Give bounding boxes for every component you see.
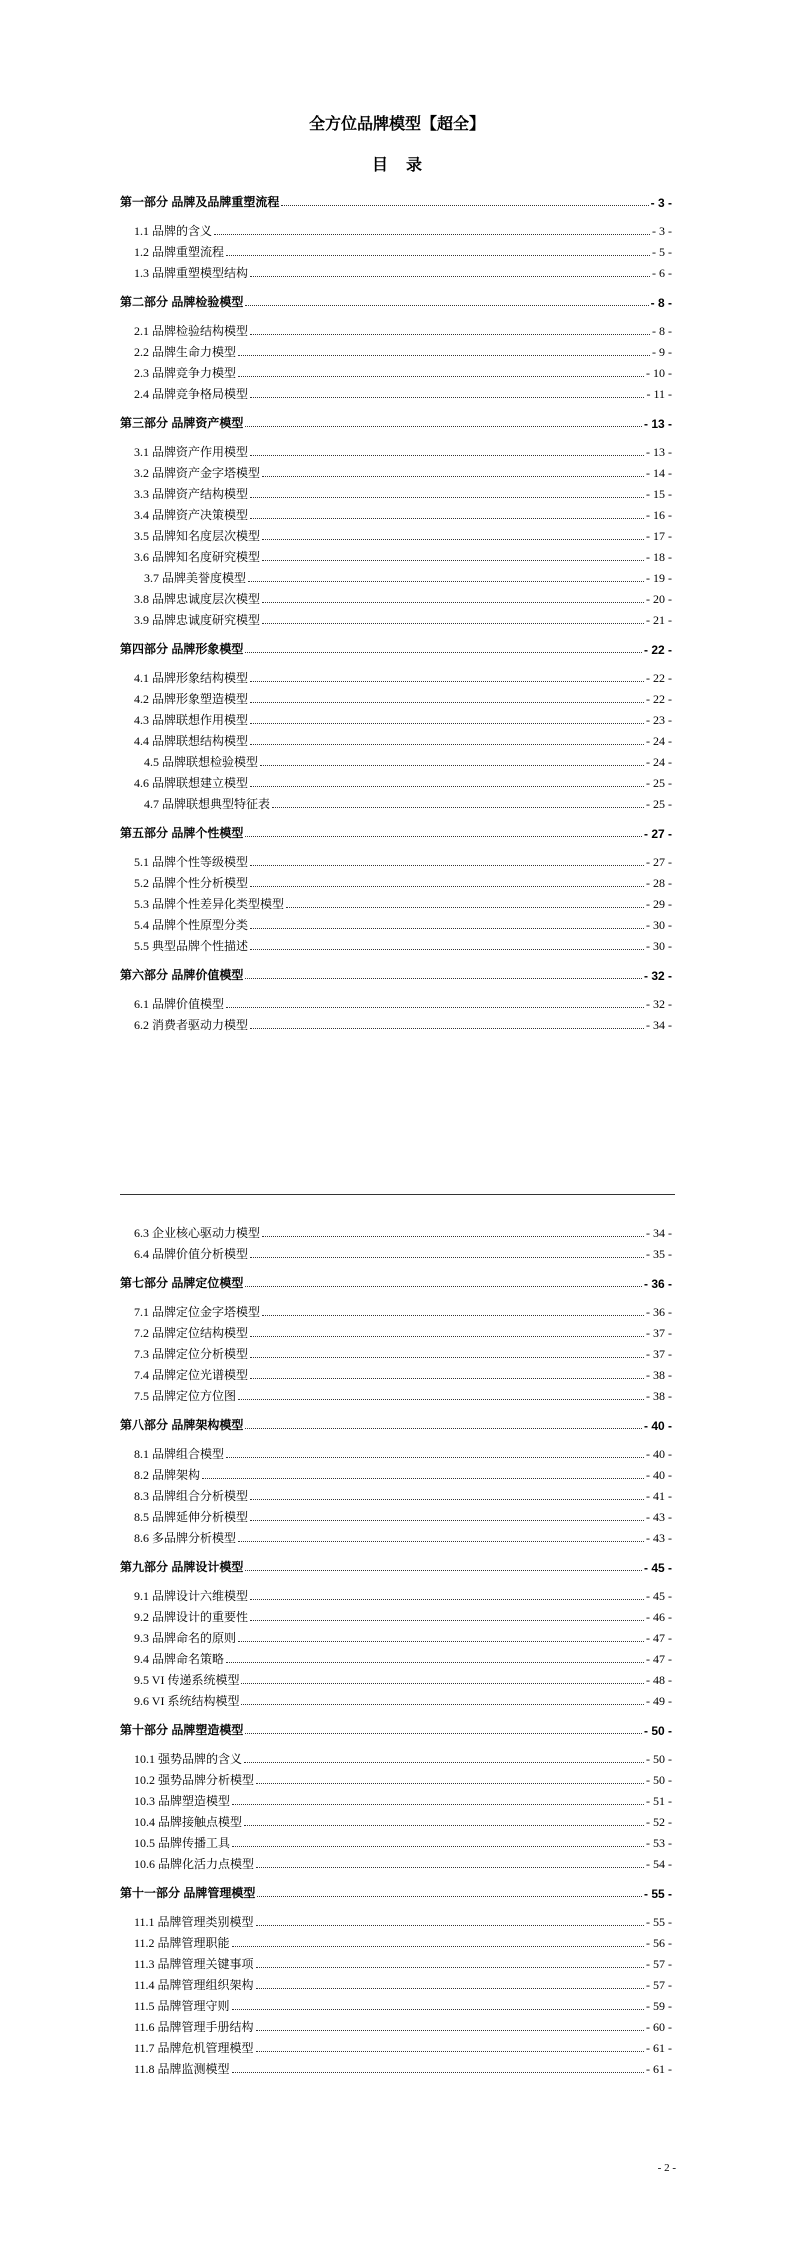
toc-entry-label: 6.4 品牌价值分析模型 (134, 1247, 249, 1261)
toc-entry-label: 第七部分 品牌定位模型 (120, 1276, 244, 1290)
toc-entry-page: - 60 - (646, 2020, 672, 2034)
toc-entry-page: - 29 - (646, 897, 672, 911)
toc-entry-label: 1.3 品牌重塑模型结构 (134, 266, 249, 280)
dot-leader (256, 1966, 644, 1968)
toc-entry-page: - 19 - (646, 571, 672, 585)
toc-entry-label: 3.5 品牌知名度层次模型 (134, 529, 261, 543)
toc-section-entry[interactable] (120, 1342, 672, 1362)
dot-leader (250, 275, 650, 277)
toc-section-entry[interactable] (120, 608, 672, 628)
toc-entry-label: 6.1 品牌价值模型 (134, 997, 225, 1011)
dot-leader (262, 475, 644, 477)
toc-entry-label: 4.3 品牌联想作用模型 (134, 713, 249, 727)
document-title: 全方位品牌模型【超全】 (308, 116, 485, 133)
dot-leader (262, 622, 644, 624)
dot-leader (262, 538, 644, 540)
toc-entry-page: - 37 - (646, 1326, 672, 1340)
dot-leader (238, 375, 644, 377)
dot-leader (226, 254, 650, 256)
toc-section-entry[interactable] (120, 1584, 672, 1604)
toc-entry-label: 3.9 品牌忠诚度研究模型 (134, 613, 261, 627)
toc-entry-page: - 18 - (646, 550, 672, 564)
toc-entry-page: - 22 - (646, 671, 672, 685)
dot-leader (286, 906, 644, 908)
toc-entry-page: - 45 - (646, 1589, 672, 1603)
toc-entry-page: - 51 - (646, 1794, 672, 1808)
toc-entry-page: - 22 - (643, 643, 672, 657)
toc-entry-page: - 15 - (646, 487, 672, 501)
toc-part-entry[interactable] (120, 821, 672, 841)
toc-entry-label: 4.1 品牌形象结构模型 (134, 671, 249, 685)
toc-entry-page: - 54 - (646, 1857, 672, 1871)
dot-leader (245, 1427, 642, 1429)
dot-leader (245, 1732, 642, 1734)
toc-section-entry[interactable] (120, 913, 672, 933)
toc-section-entry[interactable] (120, 1442, 672, 1462)
toc-entry-label: 第九部分 品牌设计模型 (120, 1560, 244, 1574)
dot-leader (248, 580, 644, 582)
toc-entry-label: 9.5 VI 传递系统模型 (134, 1673, 240, 1687)
dot-leader (245, 651, 642, 653)
dot-leader (245, 835, 642, 837)
toc-entry-label: 9.2 品牌设计的重要性 (134, 1610, 249, 1624)
toc-section-entry[interactable] (120, 1852, 672, 1872)
dot-leader (250, 1377, 644, 1379)
toc-part-entry[interactable] (120, 190, 672, 210)
toc-entry-page: - 46 - (646, 1610, 672, 1624)
toc-entry-page: - 8 - (652, 324, 672, 338)
toc-entry-page: - 21 - (646, 613, 672, 627)
toc-section-entry[interactable] (120, 1484, 672, 1504)
dot-leader (262, 1314, 644, 1316)
toc-heading: 目录 (371, 157, 440, 174)
toc-part-entry[interactable] (120, 290, 672, 310)
toc-section-entry[interactable] (120, 566, 672, 586)
toc-entry-label: 4.6 品牌联想建立模型 (134, 776, 249, 790)
toc-entry-label: 2.1 品牌检验结构模型 (134, 324, 249, 338)
toc-section-entry[interactable] (120, 261, 672, 281)
dot-leader (238, 1540, 644, 1542)
toc-section-entry[interactable] (120, 1013, 672, 1033)
toc-entry-page: - 43 - (646, 1531, 672, 1545)
toc-entry-label: 第五部分 品牌个性模型 (120, 826, 244, 840)
toc-entry-page: - 35 - (646, 1247, 672, 1261)
toc-section-entry[interactable] (120, 992, 672, 1012)
toc-entry-page: - 24 - (646, 734, 672, 748)
dot-leader (256, 1924, 644, 1926)
dot-leader (250, 1498, 644, 1500)
toc-section-entry[interactable] (120, 1221, 672, 1241)
toc-section-entry[interactable] (120, 892, 672, 912)
toc-entry-label: 5.3 品牌个性差异化类型模型 (134, 897, 285, 911)
dot-leader (250, 948, 644, 950)
dot-leader (262, 1235, 644, 1237)
toc-entry-page: - 8 - (650, 296, 672, 310)
toc-section-entry[interactable] (120, 1789, 672, 1809)
toc-entry-page: - 56 - (646, 1936, 672, 1950)
toc-section-entry[interactable] (120, 2036, 672, 2056)
dot-leader (214, 233, 650, 235)
dot-leader (262, 601, 644, 603)
toc-section-entry[interactable] (120, 792, 672, 812)
dot-leader (250, 1256, 644, 1258)
dot-leader (250, 1598, 644, 1600)
toc-section-entry[interactable] (120, 1831, 672, 1851)
toc-entry-label: 11.5 品牌管理守则 (134, 1999, 230, 2013)
dot-leader (256, 1866, 644, 1868)
toc-entry-page: - 34 - (646, 1018, 672, 1032)
page-number: - 2 - (657, 2162, 676, 2174)
toc-entry-label: 10.6 品牌化活力点模型 (134, 1857, 255, 1871)
toc-section-entry[interactable] (120, 1952, 672, 1972)
toc-entry-page: - 23 - (646, 713, 672, 727)
toc-entry-page: - 61 - (646, 2041, 672, 2055)
toc-section-entry[interactable] (120, 482, 672, 502)
toc-entry-page: - 40 - (643, 1419, 672, 1433)
toc-section-entry[interactable] (120, 666, 672, 686)
toc-entry-label: 5.5 典型品牌个性描述 (134, 939, 249, 953)
dot-leader (256, 2050, 644, 2052)
toc-section-entry[interactable] (120, 503, 672, 523)
dot-leader (250, 885, 644, 887)
toc-section-entry[interactable] (120, 382, 672, 402)
dot-leader (257, 1895, 642, 1897)
toc-entry-page: - 47 - (646, 1631, 672, 1645)
toc-entry-page: - 34 - (646, 1226, 672, 1240)
toc-entry-page: - 28 - (646, 876, 672, 890)
dot-leader (238, 1640, 644, 1642)
dot-leader (226, 1661, 644, 1663)
toc-section-entry[interactable] (120, 1463, 672, 1483)
toc-entry-label: 7.5 品牌定位方位图 (134, 1389, 237, 1403)
toc-entry-page: - 3 - (650, 196, 672, 210)
toc-section-entry[interactable] (120, 1668, 672, 1688)
toc-entry-page: - 38 - (646, 1368, 672, 1382)
toc-entry-label: 10.5 品牌传播工具 (134, 1836, 231, 1850)
dot-leader (226, 1006, 644, 1008)
toc-entry-page: - 36 - (643, 1277, 672, 1291)
toc-entry-page: - 25 - (646, 797, 672, 811)
toc-section-entry[interactable] (120, 850, 672, 870)
dot-leader (250, 1619, 644, 1621)
toc-entry-label: 6.3 企业核心驱动力模型 (134, 1226, 261, 1240)
dot-leader (250, 722, 644, 724)
toc-entry-page: - 14 - (646, 466, 672, 480)
toc-entry-label: 11.4 品牌管理组织架构 (134, 1978, 254, 1992)
dot-leader (250, 1356, 644, 1358)
toc-entry-label: 第二部分 品牌检验模型 (120, 295, 244, 309)
dot-leader (281, 204, 648, 206)
toc-entry-label: 11.7 品牌危机管理模型 (134, 2041, 254, 2055)
toc-entry-label: 11.8 品牌监测模型 (134, 2062, 230, 2076)
toc-entry-page: - 32 - (643, 969, 672, 983)
toc-section-entry[interactable] (120, 1505, 672, 1525)
toc-entry-label: 1.1 品牌的含义 (134, 224, 213, 238)
toc-section-entry[interactable] (120, 361, 672, 381)
toc-entry-label: 6.2 消费者驱动力模型 (134, 1018, 249, 1032)
dot-leader (245, 425, 642, 427)
toc-entry-page: - 57 - (646, 1957, 672, 1971)
dot-leader (250, 1027, 644, 1029)
dot-leader (245, 977, 642, 979)
toc-entry-label: 第八部分 品牌架构模型 (120, 1418, 244, 1432)
toc-section-entry[interactable] (120, 771, 672, 791)
toc-entry-page: - 30 - (646, 939, 672, 953)
toc-entry-page: - 53 - (646, 1836, 672, 1850)
toc-section-entry[interactable] (120, 1768, 672, 1788)
toc-entry-page: - 32 - (646, 997, 672, 1011)
toc-entry-page: - 40 - (646, 1468, 672, 1482)
toc-section-entry[interactable] (120, 461, 672, 481)
toc-part-entry[interactable] (120, 411, 672, 431)
dot-leader (250, 1335, 644, 1337)
dot-leader (250, 396, 644, 398)
toc-entry-label: 8.5 品牌延伸分析模型 (134, 1510, 249, 1524)
dot-leader (245, 304, 648, 306)
toc-section-entry[interactable] (120, 545, 672, 565)
toc-entry-page: - 20 - (646, 592, 672, 606)
toc-entry-page: - 16 - (646, 508, 672, 522)
dot-leader (244, 1761, 644, 1763)
toc-entry-page: - 47 - (646, 1652, 672, 1666)
dot-leader (238, 354, 650, 356)
toc-entry-page: - 27 - (643, 827, 672, 841)
toc-entry-page: - 55 - (643, 1887, 672, 1901)
dot-leader (250, 743, 644, 745)
toc-entry-label: 第三部分 品牌资产模型 (120, 416, 244, 430)
toc-section-entry[interactable] (120, 1605, 672, 1625)
toc-entry-label: 8.6 多品牌分析模型 (134, 1531, 237, 1545)
toc-entry-page: - 27 - (646, 855, 672, 869)
toc-entry-page: - 43 - (646, 1510, 672, 1524)
dot-leader (245, 1569, 642, 1571)
dot-leader (256, 1782, 644, 1784)
toc-part-entry[interactable] (120, 1881, 672, 1901)
toc-entry-page: - 5 - (652, 245, 672, 259)
toc-section-entry[interactable] (120, 1626, 672, 1646)
toc-entry-page: - 41 - (646, 1489, 672, 1503)
toc-section-entry[interactable] (120, 524, 672, 544)
toc-entry-page: - 52 - (646, 1815, 672, 1829)
toc-entry-label: 11.6 品牌管理手册结构 (134, 2020, 254, 2034)
toc-section-entry[interactable] (120, 750, 672, 770)
toc-entry-label: 5.2 品牌个性分析模型 (134, 876, 249, 890)
dot-leader (232, 2071, 644, 2073)
toc-entry-label: 5.4 品牌个性原型分类 (134, 918, 249, 932)
toc-section-entry[interactable] (120, 219, 672, 239)
toc-section-entry[interactable] (120, 708, 672, 728)
toc-section-entry[interactable] (120, 240, 672, 260)
toc-section-entry[interactable] (120, 1910, 672, 1930)
dot-leader (250, 701, 644, 703)
toc-entry-label: 9.6 VI 系统结构模型 (134, 1694, 240, 1708)
toc-entry-page: - 37 - (646, 1347, 672, 1361)
toc-entry-label: 7.4 品牌定位光谱模型 (134, 1368, 249, 1382)
toc-entry-label: 11.2 品牌管理职能 (134, 1936, 230, 1950)
toc-section-entry[interactable] (120, 1994, 672, 2014)
toc-part-entry[interactable] (120, 1413, 672, 1433)
toc-entry-label: 10.3 品牌塑造模型 (134, 1794, 231, 1808)
dot-leader (226, 1456, 644, 1458)
toc-entry-label: 4.5 品牌联想检验模型 (144, 755, 259, 769)
toc-entry-label: 11.1 品牌管理类别模型 (134, 1915, 254, 1929)
toc-entry-label: 第六部分 品牌价值模型 (120, 968, 244, 982)
toc-entry-page: - 9 - (652, 345, 672, 359)
toc-entry-label: 2.2 品牌生命力模型 (134, 345, 237, 359)
toc-entry-label: 10.2 强势品牌分析模型 (134, 1773, 255, 1787)
toc-entry-label: 10.1 强势品牌的含义 (134, 1752, 243, 1766)
toc-section-entry[interactable] (120, 2015, 672, 2035)
toc-section-entry[interactable] (120, 440, 672, 460)
toc-entry-label: 11.3 品牌管理关键事项 (134, 1957, 254, 1971)
dot-leader (232, 2008, 644, 2010)
toc-section-entry[interactable] (120, 2057, 672, 2077)
toc-section-entry[interactable] (120, 1747, 672, 1767)
toc-entry-label: 4.4 品牌联想结构模型 (134, 734, 249, 748)
dot-leader (262, 559, 644, 561)
toc-section-entry[interactable] (120, 1689, 672, 1709)
toc-entry-label: 3.8 品牌忠诚度层次模型 (134, 592, 261, 606)
toc-entry-label: 3.4 品牌资产决策模型 (134, 508, 249, 522)
dot-leader (250, 785, 644, 787)
toc-section-entry[interactable] (120, 319, 672, 339)
toc-section-entry[interactable] (120, 1810, 672, 1830)
toc-entry-page: - 13 - (646, 445, 672, 459)
toc-entry-label: 9.1 品牌设计六维模型 (134, 1589, 249, 1603)
dot-leader (250, 454, 644, 456)
toc-entry-page: - 6 - (652, 266, 672, 280)
toc-entry-label: 7.1 品牌定位金字塔模型 (134, 1305, 261, 1319)
toc-entry-label: 2.3 品牌竞争力模型 (134, 366, 237, 380)
dot-leader (250, 927, 644, 929)
dot-leader (202, 1477, 644, 1479)
dot-leader (250, 864, 644, 866)
toc-entry-label: 9.3 品牌命名的原则 (134, 1631, 237, 1645)
dot-leader (241, 1703, 644, 1705)
toc-entry-label: 第十部分 品牌塑造模型 (120, 1723, 244, 1737)
toc-part-entry[interactable] (120, 963, 672, 983)
toc-entry-label: 3.6 品牌知名度研究模型 (134, 550, 261, 564)
dot-leader (241, 1682, 644, 1684)
toc-entry-page: - 11 - (646, 387, 672, 401)
toc-entry-label: 3.7 品牌美誉度模型 (144, 571, 247, 585)
toc-entry-label: 1.2 品牌重塑流程 (134, 245, 225, 259)
toc-entry-label: 3.3 品牌资产结构模型 (134, 487, 249, 501)
dot-leader (244, 1824, 644, 1826)
toc-section-entry[interactable] (120, 1647, 672, 1667)
toc-entry-page: - 49 - (646, 1694, 672, 1708)
toc-entry-label: 9.4 品牌命名策略 (134, 1652, 225, 1666)
toc-entry-label: 第十一部分 品牌管理模型 (120, 1886, 256, 1900)
toc-section-entry[interactable] (120, 1384, 672, 1404)
dot-leader (250, 496, 644, 498)
toc-entry-page: - 50 - (646, 1773, 672, 1787)
toc-section-entry[interactable] (120, 340, 672, 360)
dot-leader (232, 1945, 644, 1947)
toc-section-entry[interactable] (120, 1242, 672, 1262)
toc-entry-page: - 50 - (646, 1752, 672, 1766)
toc-entry-page: - 38 - (646, 1389, 672, 1403)
toc-entry-page: - 55 - (646, 1915, 672, 1929)
toc-entry-page: - 3 - (652, 224, 672, 238)
toc-entry-page: - 24 - (646, 755, 672, 769)
toc-entry-page: - 30 - (646, 918, 672, 932)
toc-entry-label: 第四部分 品牌形象模型 (120, 642, 244, 656)
page-break-divider (120, 1194, 675, 1195)
toc-entry-page: - 17 - (646, 529, 672, 543)
toc-entry-page: - 10 - (646, 366, 672, 380)
toc-section-entry[interactable] (120, 871, 672, 891)
toc-entry-label: 7.2 品牌定位结构模型 (134, 1326, 249, 1340)
toc-section-entry[interactable] (120, 934, 672, 954)
dot-leader (272, 806, 644, 808)
toc-entry-label: 3.2 品牌资产金字塔模型 (134, 466, 261, 480)
toc-entry-label: 10.4 品牌接触点模型 (134, 1815, 243, 1829)
toc-entry-page: - 22 - (646, 692, 672, 706)
dot-leader (250, 333, 650, 335)
toc-entry-page: - 25 - (646, 776, 672, 790)
toc-section-entry[interactable] (120, 1931, 672, 1951)
toc-section-entry[interactable] (120, 1973, 672, 1993)
toc-entry-page: - 45 - (643, 1561, 672, 1575)
toc-entry-page: - 50 - (643, 1724, 672, 1738)
dot-leader (256, 1987, 644, 1989)
dot-leader (260, 764, 644, 766)
toc-entry-page: - 57 - (646, 1978, 672, 1992)
toc-entry-label: 8.2 品牌架构 (134, 1468, 201, 1482)
toc-entry-label: 3.1 品牌资产作用模型 (134, 445, 249, 459)
toc-section-entry[interactable] (120, 587, 672, 607)
dot-leader (232, 1803, 644, 1805)
toc-part-entry[interactable] (120, 1555, 672, 1575)
toc-section-entry[interactable] (120, 1321, 672, 1341)
toc-section-entry[interactable] (120, 729, 672, 749)
dot-leader (238, 1398, 644, 1400)
toc-part-entry[interactable] (120, 637, 672, 657)
dot-leader (232, 1845, 644, 1847)
toc-entry-page: - 59 - (646, 1999, 672, 2013)
toc-entry-label: 第一部分 品牌及品牌重塑流程 (120, 195, 280, 209)
toc-entry-label: 2.4 品牌竞争格局模型 (134, 387, 249, 401)
toc-entry-page: - 36 - (646, 1305, 672, 1319)
dot-leader (250, 517, 644, 519)
toc-entry-label: 5.1 品牌个性等级模型 (134, 855, 249, 869)
toc-section-entry[interactable] (120, 1363, 672, 1383)
toc-entry-label: 8.3 品牌组合分析模型 (134, 1489, 249, 1503)
toc-section-entry[interactable] (120, 687, 672, 707)
toc-section-entry[interactable] (120, 1526, 672, 1546)
toc-entry-label: 4.7 品牌联想典型特征表 (144, 797, 271, 811)
toc-entry-page: - 40 - (646, 1447, 672, 1461)
dot-leader (256, 2029, 644, 2031)
toc-entry-page: - 61 - (646, 2062, 672, 2076)
toc-section-entry[interactable] (120, 1300, 672, 1320)
dot-leader (250, 1519, 644, 1521)
toc-entry-page: - 13 - (643, 417, 672, 431)
dot-leader (245, 1285, 642, 1287)
toc-entry-page: - 48 - (646, 1673, 672, 1687)
toc-part-entry[interactable] (120, 1271, 672, 1291)
dot-leader (250, 680, 644, 682)
toc-entry-label: 8.1 品牌组合模型 (134, 1447, 225, 1461)
toc-entry-label: 7.3 品牌定位分析模型 (134, 1347, 249, 1361)
toc-entry-label: 4.2 品牌形象塑造模型 (134, 692, 249, 706)
toc-part-entry[interactable] (120, 1718, 672, 1738)
